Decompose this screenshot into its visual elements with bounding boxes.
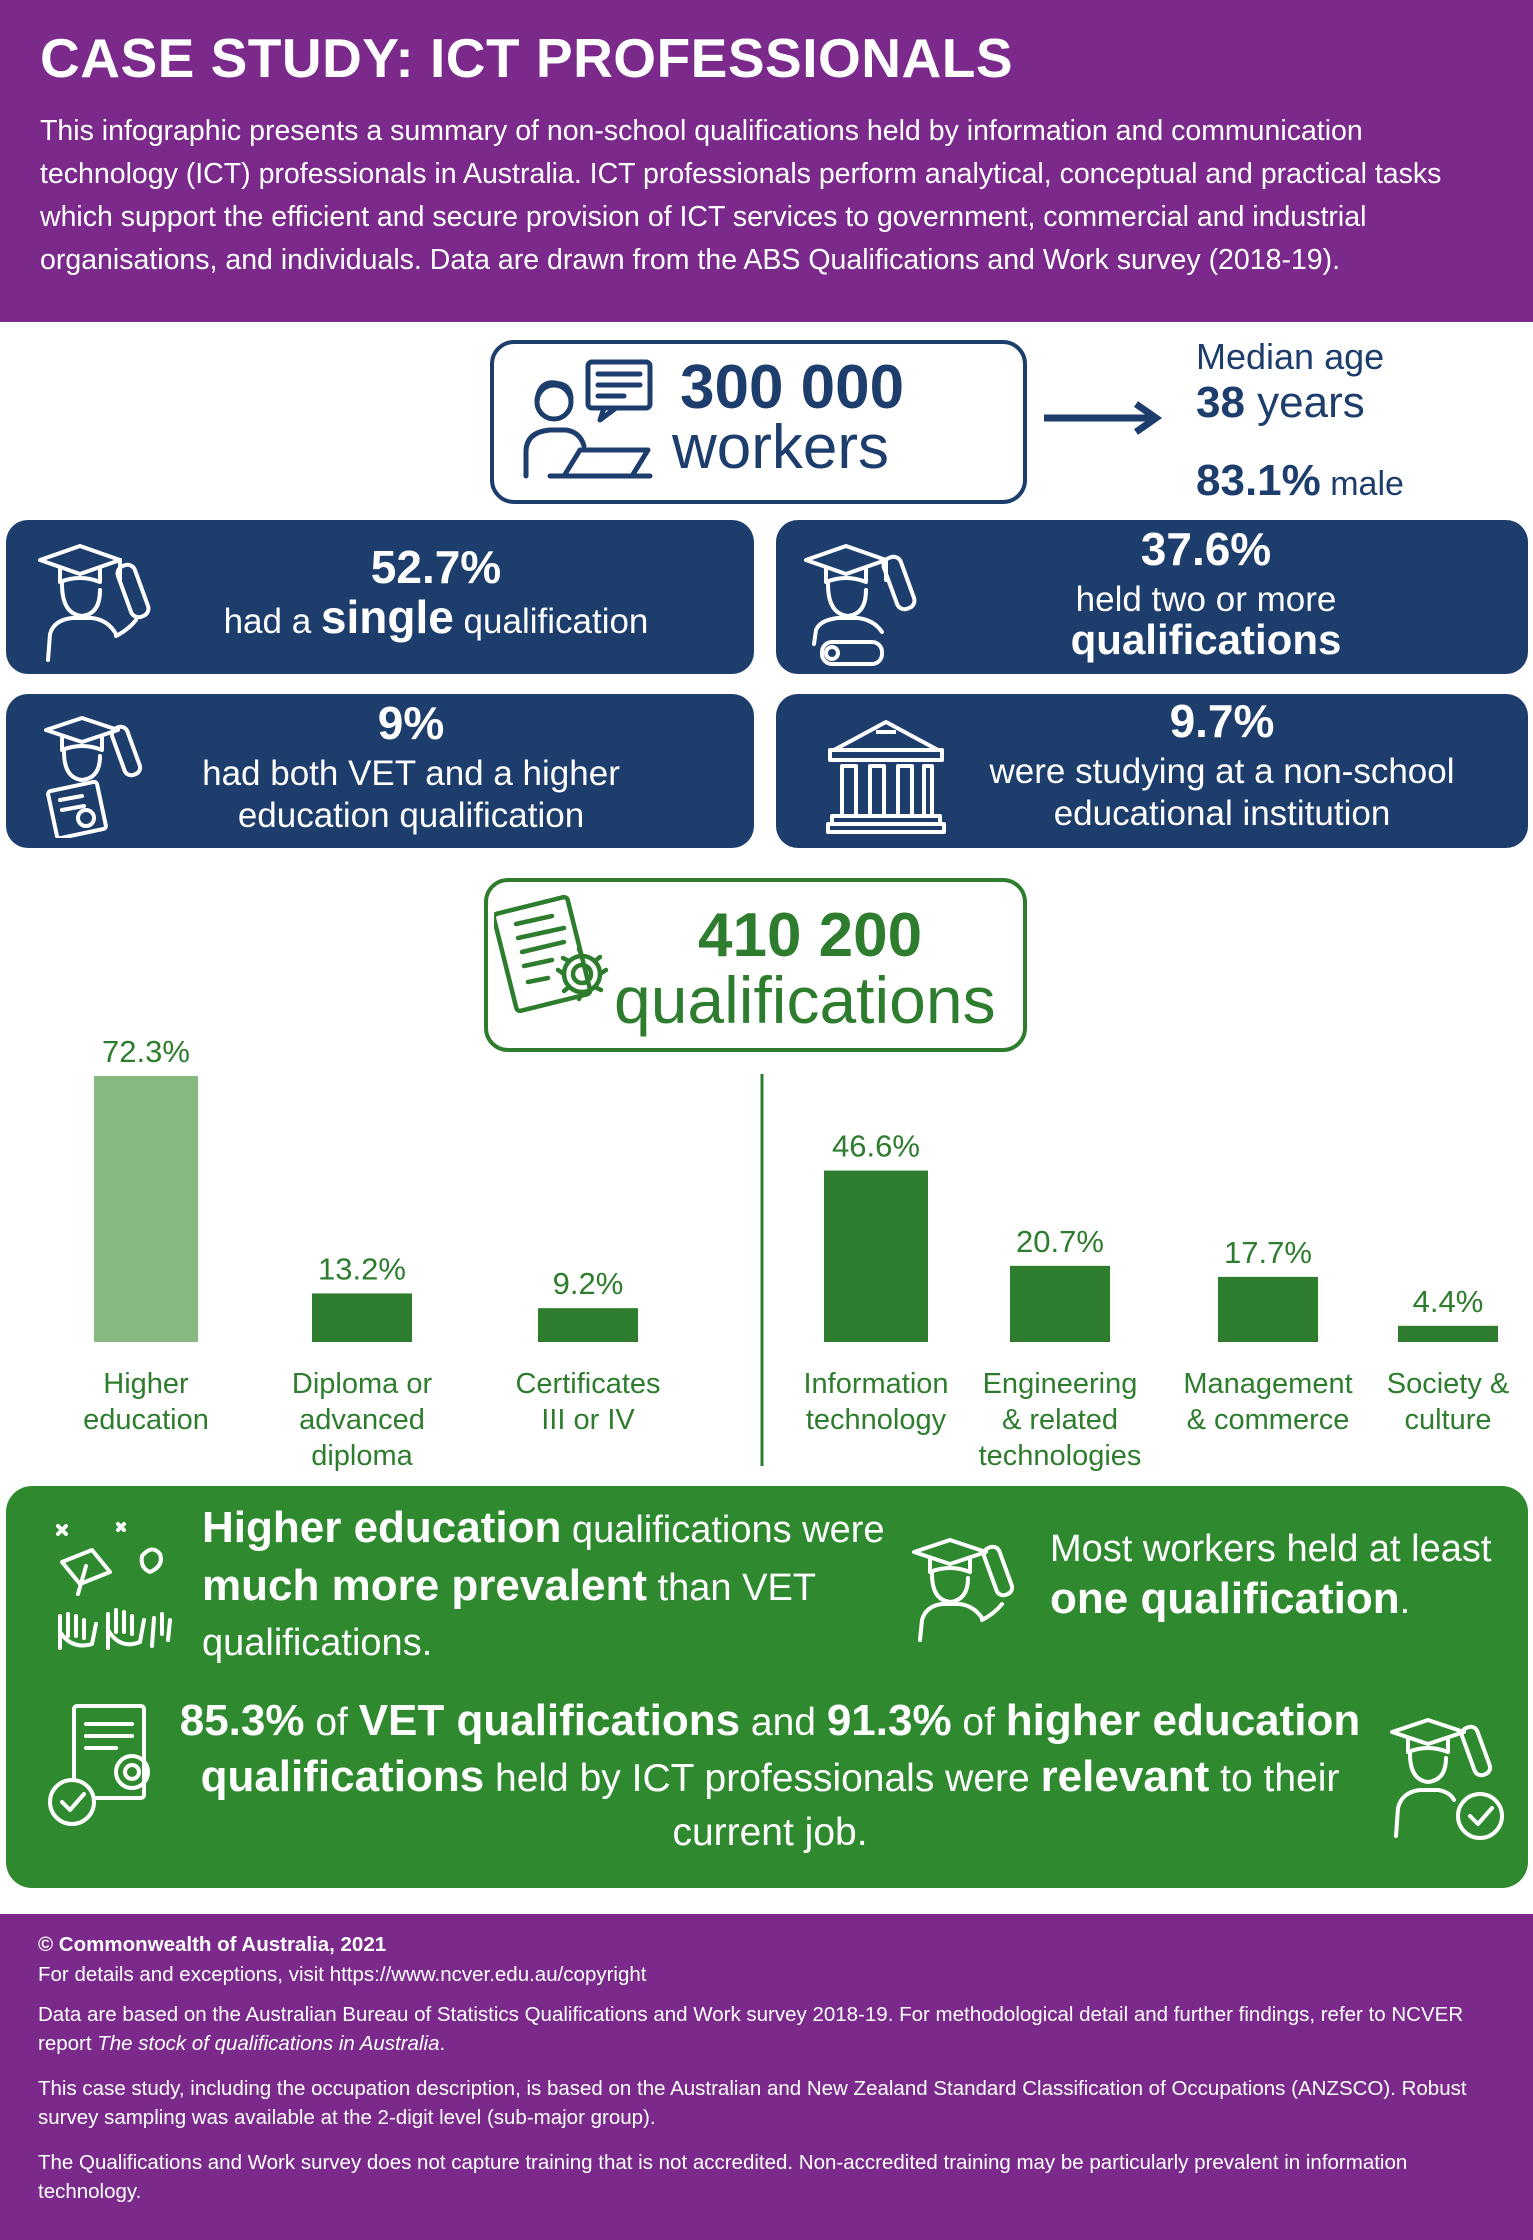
category-label	[257, 1366, 467, 1474]
qualifications-count: 410 200	[698, 901, 923, 970]
category-label-line: Diploma or	[291, 1368, 433, 1400]
two-or-more-line2: qualifications	[1070, 616, 1342, 663]
certificate-check-icon	[44, 1700, 174, 1830]
graduate-diploma-icon	[802, 534, 942, 668]
bar-value-label: 46.6%	[832, 1128, 920, 1164]
footer	[0, 1914, 1533, 2240]
category-label-line: Information	[803, 1368, 949, 1400]
category-label-line: technology	[805, 1404, 947, 1436]
finding-at-least-one: Most workers held at least one qualification.	[1050, 1528, 1492, 1623]
both-line2: education qualification	[237, 796, 585, 835]
bar-value-label: 4.4%	[1412, 1283, 1484, 1319]
page-title: CASE STUDY: ICT PROFESSIONALS	[40, 27, 1013, 89]
data-note: Data are based on the Australian Bureau of Statistics Qualifications and Work survey 2018-19. For methodological detail and further findings, refer to NCVER report The stock of qualifications in Australia.	[38, 2003, 1464, 2055]
qualifications-label: qualifications	[614, 963, 996, 1037]
institution-icon	[826, 714, 946, 834]
workers-count: 300 000	[680, 353, 905, 422]
category-label-line: technologies	[978, 1440, 1142, 1472]
bar-value-label: 20.7%	[1016, 1223, 1104, 1259]
category-label-line: Higher	[103, 1368, 189, 1400]
bar-certificates-iii-or-iv	[538, 1308, 638, 1342]
graduate-icon-small	[910, 1532, 1040, 1642]
studying-line1: were studying at a non-school	[989, 752, 1455, 791]
copyright-text: © Commonwealth of Australia, 2021	[38, 1933, 387, 1956]
workers-label: workers	[672, 413, 890, 482]
category-label-line: advanced	[299, 1404, 425, 1436]
finding-relevant: 85.3% of VET qualifications and 91.3% of higher education qualifications held by ICT professionals were relevant to their current job.	[179, 1696, 1361, 1854]
two-or-more-line1: held two or more	[1075, 580, 1337, 619]
male-share: 83.1% male	[1196, 456, 1404, 505]
bar-diploma-or-advanced-diploma	[312, 1293, 412, 1342]
bar-value-label: 17.7%	[1224, 1234, 1312, 1270]
median-age-label: Median age	[1196, 336, 1385, 377]
worker-laptop-icon	[520, 356, 660, 486]
bar-value-label: 72.3%	[102, 1034, 190, 1069]
finding-higher-prevalent: Higher education qualifications were much more prevalent than VET qualifications.	[202, 1503, 885, 1664]
category-label	[771, 1366, 981, 1438]
accredit-note: The Qualifications and Work survey does not capture training that is not accredited. Non-accredited training may be particularly prevalent in information technology.	[38, 2151, 1408, 2203]
level-chart	[94, 1034, 638, 1342]
bar-society-culture	[1398, 1326, 1498, 1342]
category-label	[41, 1366, 251, 1438]
two-or-more-value: 37.6%	[1140, 523, 1272, 575]
category-label-line: Management	[1183, 1368, 1353, 1400]
category-label-line: Certificates	[515, 1368, 661, 1400]
studying-line2: educational institution	[1053, 794, 1391, 833]
category-label-line: Engineering	[982, 1368, 1138, 1400]
header-banner	[0, 0, 1533, 322]
category-label-line: culture	[1404, 1404, 1492, 1436]
certificate-icon	[494, 890, 618, 1020]
category-label	[1343, 1366, 1533, 1438]
bar-management-commerce	[1218, 1277, 1318, 1342]
bar-engineering-related-technologies	[1010, 1266, 1110, 1342]
bar-higher-education	[94, 1076, 198, 1342]
category-label-line: diploma	[311, 1440, 413, 1472]
graduate-certificate-icon	[42, 708, 162, 838]
category-label	[483, 1366, 693, 1438]
bar-value-label: 13.2%	[318, 1251, 406, 1287]
category-label-line: education	[83, 1404, 209, 1436]
stat-studying	[776, 694, 1528, 848]
single-value: 52.7%	[370, 541, 502, 593]
both-value: 9%	[377, 697, 445, 749]
single-text: had a single qualification	[223, 591, 649, 643]
category-label	[955, 1366, 1165, 1474]
anzsco-note: This case study, including the occupation description, is based on the Australian and New Zealand Standard Classification of Occupations (ANZSCO). Robust survey sampling was available at the 2-digit level (sub-major group).	[38, 2077, 1467, 2129]
copyright-details: For details and exceptions, visit https://www.ncver.edu.au/copyright	[38, 1963, 647, 1986]
stat-two-or-more	[776, 520, 1528, 674]
category-label-line: & related	[1001, 1404, 1119, 1436]
category-label-line: Society &	[1386, 1368, 1510, 1400]
studying-value: 9.7%	[1169, 695, 1275, 747]
graduate-check-icon	[1388, 1712, 1518, 1842]
category-label-line: III or IV	[541, 1404, 635, 1436]
celebration-hands-icon	[52, 1520, 182, 1650]
stat-single-qualification	[6, 520, 754, 674]
category-label	[1163, 1366, 1373, 1438]
graduate-icon	[36, 534, 176, 662]
both-line1: had both VET and a higher	[202, 754, 620, 793]
field-chart	[824, 1129, 1498, 1342]
median-age-value: 38 years	[1196, 378, 1365, 427]
arrow-right-icon	[1040, 398, 1170, 438]
intro-text: This infographic presents a summary of non-school qualifications held by information and communication technology (ICT) professionals in Australia. ICT professionals perform analytical, conceptual and practical tasks which support the efficient and secure provision of ICT services to government, commercial and industrial organisations, and individuals. Data are drawn from the ABS Qualifications and Work survey (2018-19).	[40, 115, 1442, 276]
stat-vet-and-higher	[6, 694, 754, 848]
bar-information-technology	[824, 1171, 928, 1342]
category-label-line: & commerce	[1186, 1404, 1350, 1436]
bar-value-label: 9.2%	[552, 1266, 624, 1302]
